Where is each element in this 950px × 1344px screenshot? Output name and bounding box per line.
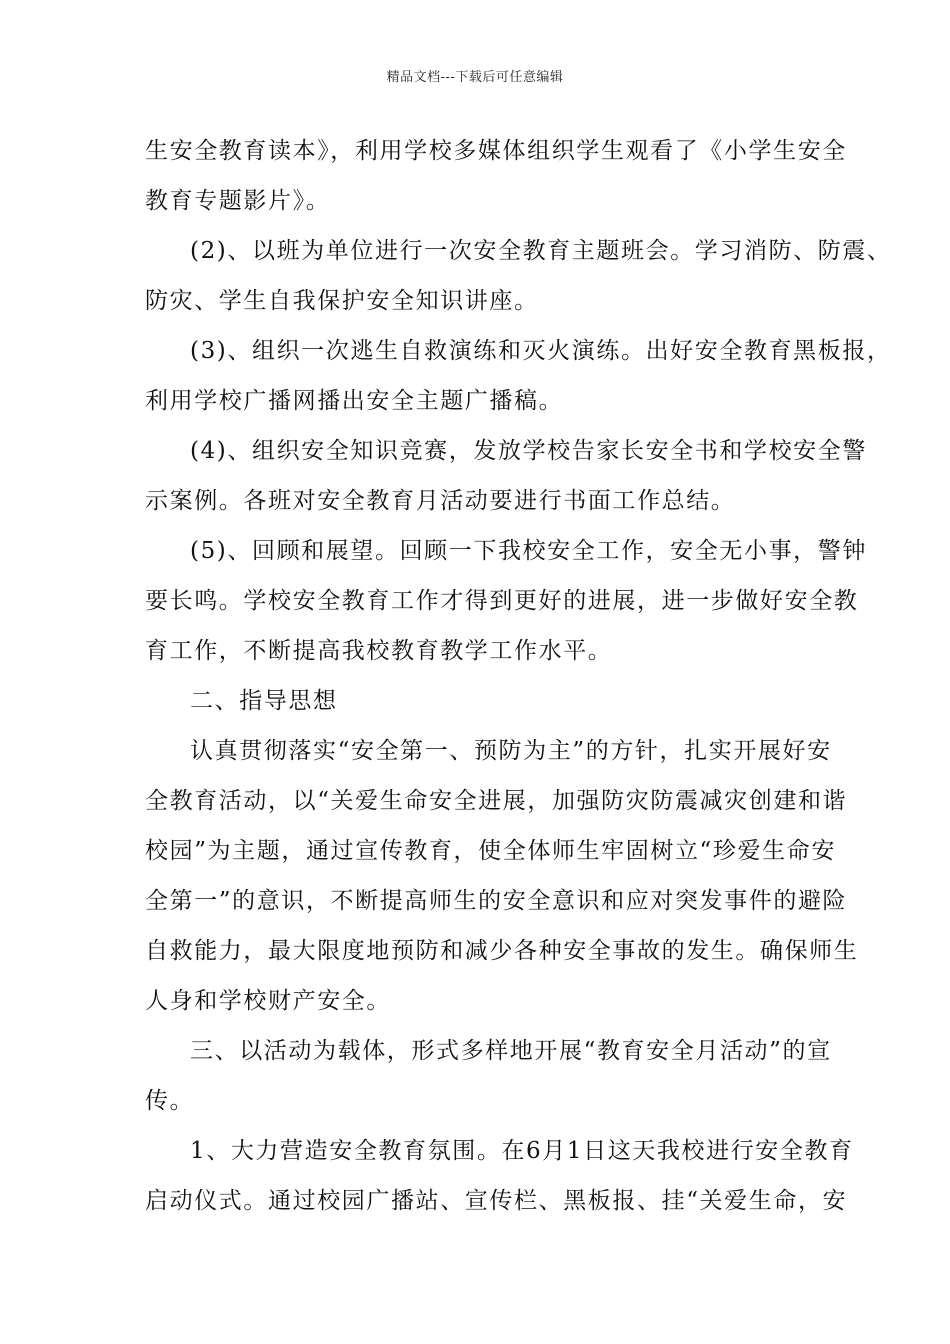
text-line: 校园”为主题，通过宣传教育，使全体师生牢固树立“珍爱生命安 [145,838,836,864]
text-line: 认真贯彻落实“安全第一、预防为主”的方针，扎实开展好安 [190,738,832,764]
text-line: 二、指导思想 [190,688,338,714]
text-line: 人身和学校财产安全。 [145,988,391,1014]
text-line: 传。 [145,1088,195,1114]
text-line: 启动仪式。通过校园广播站、宣传栏、黑板报、挂“关爱生命，安 [145,1188,848,1214]
text-line: 要长鸣。学校安全教育工作才得到更好的进展，进一步做好安全教 [145,588,859,614]
text-line: (5)、回顾和展望。回顾一下我校安全工作，安全无小事，警钟 [190,538,867,564]
text-line: (4)、组织安全知识竞赛，发放学校告家长安全书和学校安全警 [190,438,867,464]
text-line: 示案例。各班对安全教育月活动要进行书面工作总结。 [145,488,736,514]
text-line: 利用学校广播网播出安全主题广播稿。 [145,388,564,414]
text-line: 1、大力营造安全教育氛围。在6月1日这天我校进行安全教育 [190,1138,854,1164]
text-line: 三、以活动为载体，形式多样地开展“教育安全月活动”的宣 [190,1038,832,1064]
text-line: 全教育活动，以“关爱生命安全进展，加强防灾防震减灾创建和谐 [145,788,848,814]
text-line: 育工作，不断提高我校教育教学工作水平。 [145,638,613,664]
text-line: 生安全教育读本》，利用学校多媒体组织学生观看了《小学生安全 [145,138,847,164]
text-line: (3)、组织一次逃生自救演练和灭火演练。出好安全教育黑板报， [190,338,892,364]
text-line: 教育专题影片》。 [145,188,331,214]
page-header: 精品文档---下载后可任意编辑 [386,70,564,85]
text-line: 全第一”的意识，不断提高师生的安全意识和应对突发事件的避险 [145,888,848,914]
text-line: 自救能力，最大限度地预防和减少各种安全事故的发生。确保师生 [145,938,859,964]
text-line: (2)、以班为单位进行一次安全教育主题班会。学习消防、防震、 [190,238,892,264]
text-line: 防灾、学生自我保护安全知识讲座。 [145,288,539,314]
